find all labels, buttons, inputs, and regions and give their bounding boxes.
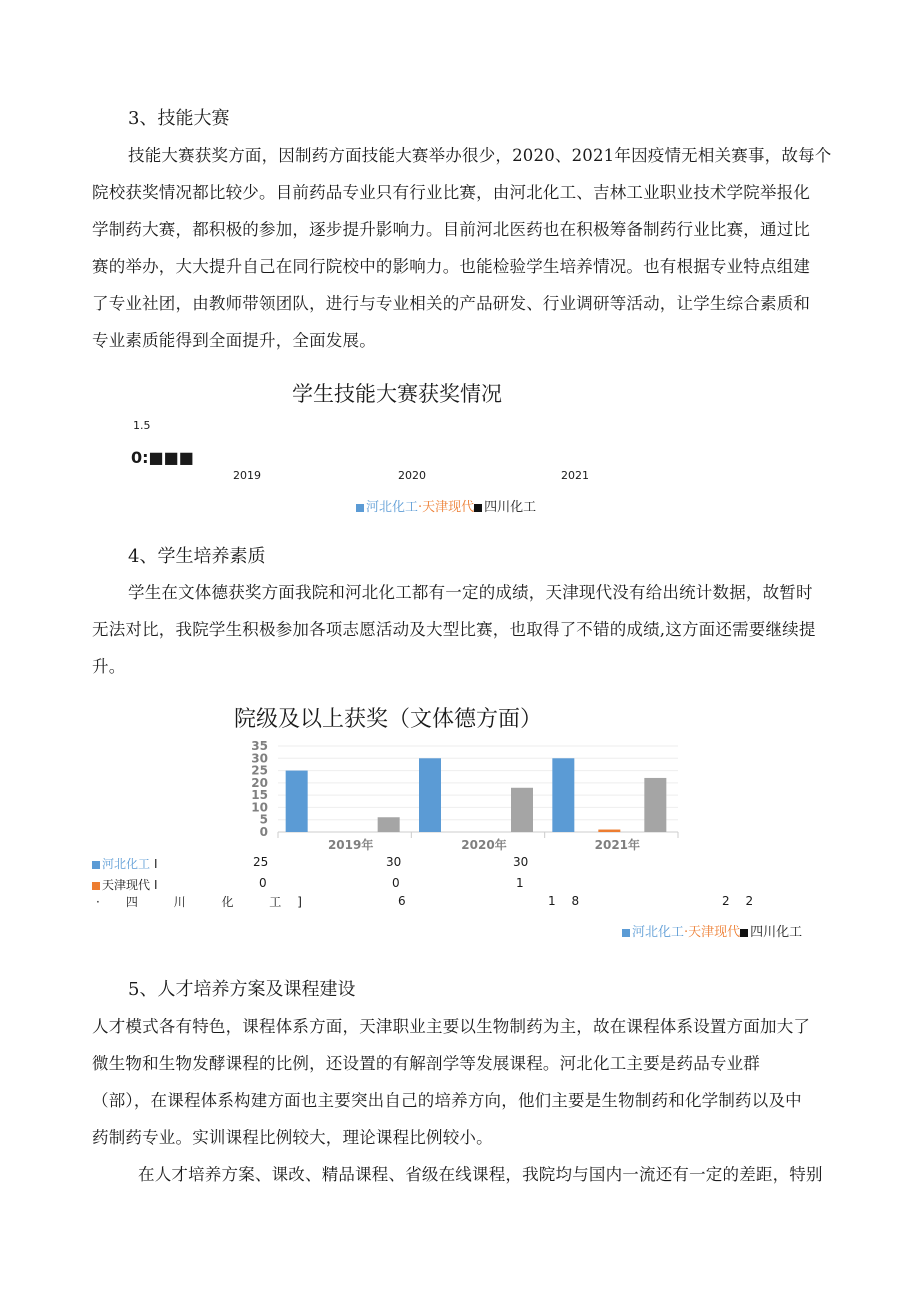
y-tick-label: 30 xyxy=(251,751,268,766)
legend-separator: · xyxy=(418,500,423,515)
table-swatch-hebei xyxy=(92,861,100,869)
s4-line-3: 升。 xyxy=(92,657,126,676)
section-3-heading: 3、技能大赛 xyxy=(128,108,230,129)
legend-label-tianjin: 天津现代 xyxy=(688,925,741,940)
y-tick-label: 15 xyxy=(251,788,268,803)
chart2-legend xyxy=(622,921,802,940)
chart2-plot xyxy=(240,738,680,856)
chart1-title: 学生技能大赛获奖情况 xyxy=(292,382,502,406)
x-tick-label: 2019年 xyxy=(327,838,374,852)
table-cell: 0 xyxy=(392,876,400,890)
bar-河北化工 xyxy=(286,771,308,832)
legend-label-tianjin: 天津现代 xyxy=(422,500,475,515)
legend-swatch-sichuan xyxy=(474,504,482,512)
bar-河北化工 xyxy=(552,758,574,832)
chart1-x-label: 2020 xyxy=(398,469,426,482)
table-cell: 1 8 xyxy=(548,894,580,908)
table-cell: 30 xyxy=(513,855,529,869)
chart1-x-label: 2021 xyxy=(561,469,589,482)
legend-label-sichuan: 四川化工 xyxy=(750,925,803,940)
s5-line-4: 药制药专业。实训课程比例较大，理论课程比例较小。 xyxy=(92,1128,493,1147)
section-5-heading: 5、人才培养方案及课程建设 xyxy=(128,979,356,1000)
s3-line-1: 技能大赛获奖方面，因制药方面技能大赛举办很少，2020、2021年因疫情无相关赛事，故每个 xyxy=(128,146,832,165)
y-tick-label: 0 xyxy=(259,825,268,839)
table-cell: 0 xyxy=(259,876,267,890)
s3-line-5: 了专业社团，由教师带领团队，进行与专业相关的产品研发、行业调研等活动，让学生综合素质和 xyxy=(92,294,811,313)
bar-四川化工 xyxy=(378,817,400,832)
table-cell: 2 2 xyxy=(722,894,754,908)
legend-label-hebei: 河北化工 xyxy=(632,925,685,940)
table-label-tianjin: 天津现代 xyxy=(102,878,151,892)
s3-line-4: 赛的举办，大大提升自己在同行院校中的影响力。也能检验学生培养情况。也有根据专业特点组建 xyxy=(92,257,811,276)
bar-河北化工 xyxy=(419,758,441,832)
s5-line-5: 在人才培养方案、课改、精品课程、省级在线课程，我院均与国内一流还有一定的差距，特别 xyxy=(138,1165,823,1184)
chart1-ytick-top: 1.5 xyxy=(133,419,151,432)
table-row-sichuan xyxy=(96,893,302,910)
table-cell: 1 xyxy=(516,876,524,890)
x-tick-label: 2021年 xyxy=(594,838,641,852)
table-bullet: · xyxy=(96,895,100,909)
legend-separator: · xyxy=(684,925,689,940)
y-tick-label: 35 xyxy=(251,739,268,753)
s5-line-3: （部），在课程体系构建方面也主要突出自己的培养方向，他们主要是生物制药和化学制药以及中 xyxy=(92,1091,802,1110)
table-marker: I xyxy=(154,878,158,892)
table-row-tianjin xyxy=(92,876,158,893)
bar-四川化工 xyxy=(511,788,533,832)
chart1-x-label: 2019 xyxy=(233,469,261,482)
y-tick-label: 5 xyxy=(259,812,268,827)
table-cell: 30 xyxy=(386,855,402,869)
table-label-sichuan: 四 川 化 工 xyxy=(125,895,294,909)
x-tick-label: 2020年 xyxy=(461,838,507,852)
s4-line-1: 学生在文体德获奖方面我院和河北化工都有一定的成绩，天津现代没有给出统计数据，故暂时 xyxy=(128,583,813,602)
s3-line-3: 学制药大赛，都积极的参加，逐步提升影响力。目前河北医药也在积极筹备制药行业比赛，通过比 xyxy=(92,220,811,239)
s3-line-6: 专业素质能得到全面提升，全面发展。 xyxy=(92,331,376,350)
bar-天津现代 xyxy=(598,830,620,832)
bar-四川化工 xyxy=(644,778,666,832)
s3-line-2: 院校获奖情况都比较少。目前药品专业只有行业比赛，由河北化工、吉林工业职业技术学院举报化 xyxy=(92,183,811,202)
chart2-title: 院级及以上获奖（文体德方面） xyxy=(234,707,543,732)
y-tick-label: 25 xyxy=(251,763,268,778)
legend-label-hebei: 河北化工 xyxy=(366,500,419,515)
s5-line-1: 人才模式各有特色，课程体系方面，天津职业主要以生物制药为主，故在课程体系设置方面加大了 xyxy=(92,1017,811,1036)
chart1-ytick-zero: 0:■■■ xyxy=(131,448,194,467)
s5-line-2: 微生物和生物发酵课程的比例，还设置的有解剖学等发展课程。河北化工主要是药品专业群 xyxy=(92,1054,760,1073)
section-4-heading: 4、学生培养素质 xyxy=(128,546,266,567)
table-marker: ] xyxy=(297,895,302,909)
legend-swatch-hebei xyxy=(356,504,364,512)
table-marker: I xyxy=(154,857,158,871)
table-swatch-tianjin xyxy=(92,882,100,890)
y-tick-label: 20 xyxy=(251,775,268,790)
table-label-hebei: 河北化工 xyxy=(102,857,151,871)
table-row-hebei xyxy=(92,855,158,872)
chart1-legend xyxy=(356,496,536,515)
y-tick-label: 10 xyxy=(251,800,268,815)
legend-label-sichuan: 四川化工 xyxy=(484,500,537,515)
table-cell: 6 xyxy=(398,894,406,908)
table-cell: 25 xyxy=(253,855,269,869)
legend-swatch-sichuan xyxy=(740,929,748,937)
legend-swatch-hebei xyxy=(622,929,630,937)
s4-line-2: 无法对比，我院学生积极参加各项志愿活动及大型比赛，也取得了不错的成绩,这方面还需要继续提 xyxy=(92,620,816,639)
